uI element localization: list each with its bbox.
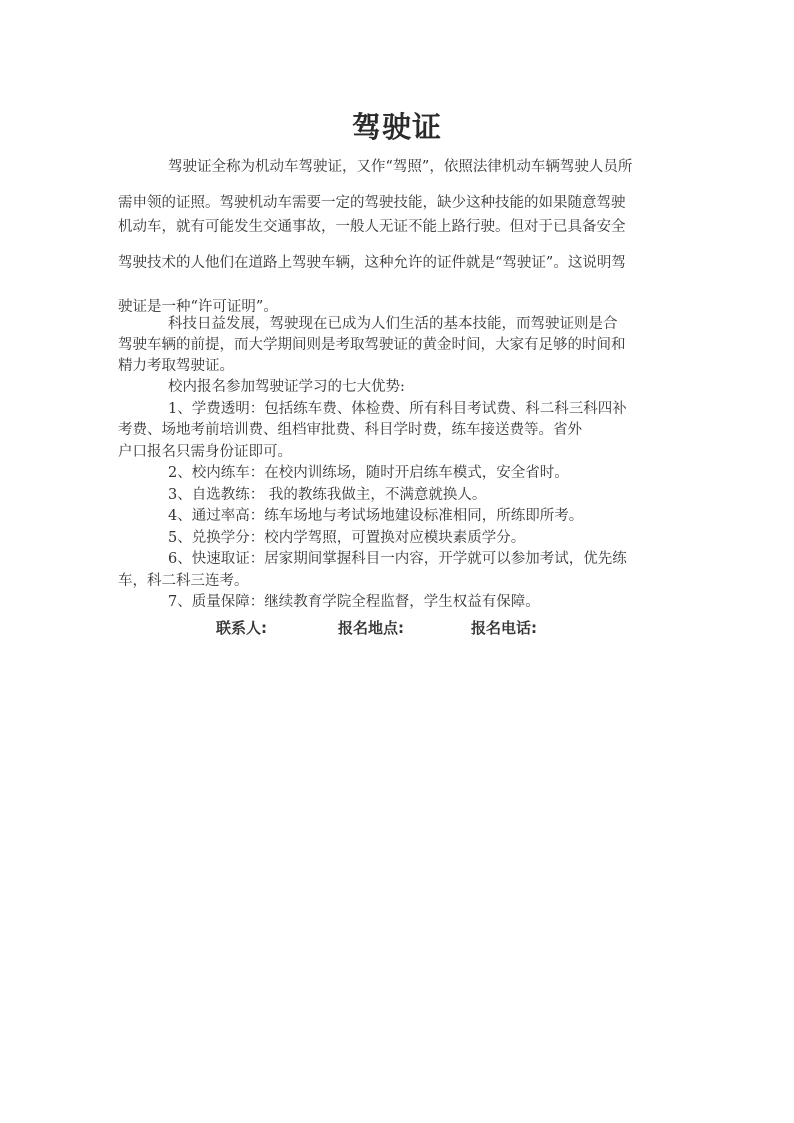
paragraph-line: 驾驶车辆的前提，而大学期间则是考取驾驶证的黄金时间，大家有足够的时间和 [118, 337, 626, 353]
advantages-list [118, 377, 676, 614]
contact-person-label: 联系人: [216, 619, 267, 637]
intro-line: 驾驶证全称为机动车驾驶证，又作“驾照”，依照法律机动车辆驾驶人员所 [168, 159, 633, 175]
list-item: 6、快速取证：居家期间掌握科目一内容，开学就可以参加考试，优先练 [168, 551, 627, 567]
second-paragraph [118, 314, 676, 377]
paragraph-line: 精力考取驾驶证。 [118, 358, 234, 374]
intro-line: 需申领的证照。驾驶机动车需要一定的驾驶技能，缺少这种技能的如果随意驾驶 [118, 195, 626, 211]
list-item: 4、通过率高：练车场地与考试场地建设标准相同，所练即所考。 [168, 508, 584, 524]
registration-location-label: 报名地点: [338, 619, 404, 637]
paragraph-line: 科技日益发展，驾驶现在已成为人们生活的基本技能，而驾驶证则是合 [168, 316, 618, 332]
list-item-continuation: 车，科二科三连考。 [118, 572, 249, 589]
page-title: 驾驶证 [351, 110, 442, 144]
intro-line: 驾驶技术的人他们在道路上驾驶车辆，这种允许的证件就是“驾驶证”。这说明驾 [118, 255, 626, 271]
intro-line: 机动车，就有可能发生交通事故，一般人无证不能上路行驶。但对于已具备安全 [118, 219, 626, 235]
list-item: 7、质量保障：继续教育学院全程监督，学生权益有保障。 [168, 594, 540, 610]
intro-paragraph [118, 155, 676, 319]
intro-line: 驶证是一种“许可证明”。 [118, 299, 278, 315]
list-item: 3、自选教练： 我的教练我做主，不满意就换人。 [168, 486, 487, 503]
list-item-continuation: 考费、场地考前培训费、组档审批费、科目学时费，练车接送费等。省外 [118, 422, 582, 438]
registration-phone-label: 报名电话: [471, 619, 537, 637]
list-item: 1、学费透明：包括练车费、体检费、所有科目考试费、科二科三科四补 [168, 400, 627, 417]
list-item-continuation: 户口报名只需身份证即可。 [118, 443, 292, 460]
contact-info-row [0, 617, 794, 641]
list-item: 5、兑换学分：校内学驾照，可置换对应模块素质学分。 [168, 529, 526, 546]
list-heading: 校内报名参加驾驶证学习的七大优势: [168, 379, 405, 395]
list-item: 2、校内练车：在校内训练场，随时开启练车模式，安全省时。 [168, 465, 569, 481]
